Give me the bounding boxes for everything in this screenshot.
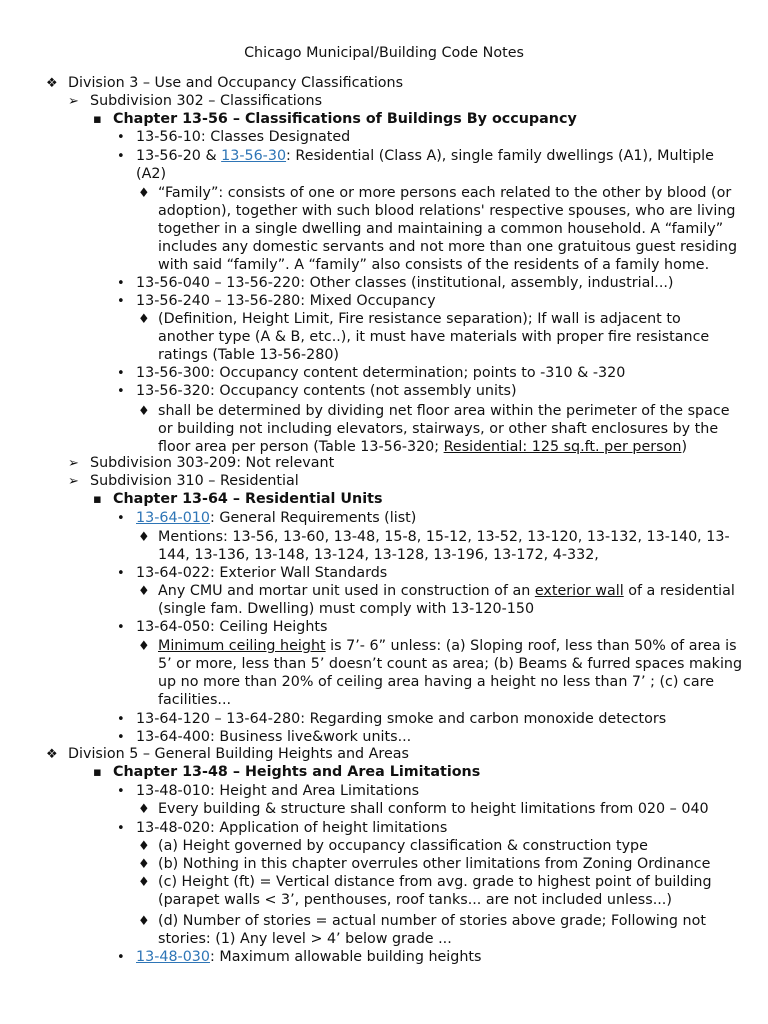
list-item: 13-56-240 – 13-56-280: Mixed Occupancy	[136, 293, 436, 309]
bullet-icon: ♦	[138, 857, 150, 872]
note-text: Every building & structure shall conform to height limitations from 020 – 040	[158, 801, 709, 817]
bullet-icon: ♦	[138, 584, 150, 599]
bullet-icon: ❖	[46, 747, 58, 762]
bullet-icon: ♦	[138, 839, 150, 854]
list-item: 13-64-010: General Requirements (list)	[136, 510, 417, 526]
bullet-icon: •	[117, 620, 125, 635]
bullet-icon: •	[117, 730, 125, 745]
bullet-icon: •	[117, 784, 125, 799]
note-text: or building not including elevators, stairways, or other shaft enclosures by the	[158, 421, 719, 437]
bullet-icon: •	[117, 950, 125, 965]
bullet-icon: •	[117, 511, 125, 526]
document-title: Chicago Municipal/Building Code Notes	[244, 45, 524, 61]
note-text: (c) Height (ft) = Vertical distance from avg. grade to highest point of building	[158, 874, 712, 890]
bullet-icon: ♦	[138, 914, 150, 929]
bullet-icon: ♦	[138, 802, 150, 817]
code-link-13-56-30[interactable]: 13-56-30	[221, 148, 287, 164]
note-text: ratings (Table 13-56-280)	[158, 347, 340, 363]
list-item: 13-56-320: Occupancy contents (not assembly units)	[136, 383, 517, 399]
note-text: stories: (1) Any level > 4’ below grade ...	[158, 931, 452, 947]
list-item: 13-56-300: Occupancy content determination; points to -310 & -320	[136, 365, 626, 381]
note-text: Minimum ceiling height is 7’- 6” unless: (a) Sloping roof, less than 50% of area is	[158, 638, 737, 654]
bullet-icon: •	[117, 712, 125, 727]
bullet-icon: ➢	[68, 456, 79, 471]
bullet-icon: ➢	[68, 474, 79, 489]
note-text: Mentions: 13-56, 13-60, 13-48, 15-8, 15-12, 13-52, 13-120, 13-132, 13-140, 13-	[158, 529, 730, 545]
bullet-icon: •	[117, 384, 125, 399]
note-text: shall be determined by dividing net floor area within the perimeter of the space	[158, 403, 730, 419]
note-text: facilities...	[158, 692, 232, 708]
list-item: 13-64-120 – 13-64-280: Regarding smoke and carbon monoxide detectors	[136, 711, 667, 727]
subdivision-heading: Subdivision 302 – Classifications	[90, 93, 323, 109]
note-text: (single fam. Dwelling) must comply with 13-120-150	[158, 601, 535, 617]
bullet-icon: •	[117, 366, 125, 381]
list-item: 13-56-20 & 13-56-30: Residential (Class A), single family dwellings (A1), Multiple	[136, 148, 714, 164]
definition-text: together in a single dwelling and maintaining a common household. A “family”	[158, 221, 724, 237]
underlined-text: Residential: 125 sq.ft. per person	[443, 439, 682, 455]
bullet-icon: ▪	[93, 112, 102, 127]
note-text: (d) Number of stories = actual number of stories above grade; Following not	[158, 913, 706, 929]
bullet-icon: ♦	[138, 404, 150, 419]
bullet-icon: ♦	[138, 639, 150, 654]
note-text: (Definition, Height Limit, Fire resistance separation); If wall is adjacent to	[158, 311, 681, 327]
bullet-icon: •	[117, 130, 125, 145]
bullet-icon: ♦	[138, 186, 150, 201]
bullet-icon: ♦	[138, 875, 150, 890]
note-text: 144, 13-136, 13-148, 13-124, 13-128, 13-196, 13-172, 4-332,	[158, 547, 599, 563]
note-text: another type (A & B, etc..), it must have materials with proper fire resistance	[158, 329, 710, 345]
note-text: (a) Height governed by occupancy classification & construction type	[158, 838, 648, 854]
list-item: 13-64-400: Business live&work units...	[136, 729, 412, 745]
note-text: (parapet walls < 3’, penthouses, roof tanks... are not included unless...)	[158, 892, 672, 908]
division-heading: Division 5 – General Building Heights and Areas	[68, 746, 409, 762]
definition-text: with said “family”. A “family” also consists of the residents of a family home.	[158, 257, 710, 273]
chapter-heading: Chapter 13-56 – Classifications of Buildings By occupancy	[113, 111, 577, 127]
note-text: 5’ or more, less than 5’ doesn’t count as area; (b) Beams & furred spaces making	[158, 656, 743, 672]
chapter-heading: Chapter 13-64 – Residential Units	[113, 491, 383, 507]
bullet-icon: ♦	[138, 312, 150, 327]
subdivision-heading: Subdivision 310 – Residential	[90, 473, 299, 489]
bullet-icon: •	[117, 566, 125, 581]
definition-text: adoption), together with such blood relations' respective spouses, who are living	[158, 203, 736, 219]
division-heading: Division 3 – Use and Occupancy Classifications	[68, 75, 404, 91]
list-item: 13-48-030: Maximum allowable building heights	[136, 949, 482, 965]
chapter-heading: Chapter 13-48 – Heights and Area Limitations	[113, 764, 481, 780]
note-text: up no more than 20% of ceiling area having a height no less than 7’ ; (c) care	[158, 674, 715, 690]
underlined-text: Minimum ceiling height	[158, 638, 326, 654]
list-item: 13-64-022: Exterior Wall Standards	[136, 565, 388, 581]
subdivision-heading: Subdivision 303-209: Not relevant	[90, 455, 335, 471]
note-text: floor area per person (Table 13-56-320; Residential: 125 sq.ft. per person)	[158, 439, 688, 455]
bullet-icon: ▪	[93, 765, 102, 780]
bullet-icon: •	[117, 276, 125, 291]
bullet-icon: ♦	[138, 530, 150, 545]
definition-text: “Family”: consists of one or more persons each related to the other by blood (or	[158, 185, 732, 201]
list-item-continued: (A2)	[136, 166, 167, 182]
code-link-13-64-010[interactable]: 13-64-010	[136, 510, 210, 526]
note-text: (b) Nothing in this chapter overrules other limitations from Zoning Ordinance	[158, 856, 711, 872]
list-item: 13-48-020: Application of height limitations	[136, 820, 448, 836]
bullet-icon: ➢	[68, 94, 79, 109]
bullet-icon: •	[117, 821, 125, 836]
list-item: 13-56-10: Classes Designated	[136, 129, 351, 145]
bullet-icon: •	[117, 294, 125, 309]
code-link-13-48-030[interactable]: 13-48-030	[136, 949, 210, 965]
list-item: 13-64-050: Ceiling Heights	[136, 619, 328, 635]
list-item: 13-56-040 – 13-56-220: Other classes (institutional, assembly, industrial...)	[136, 275, 674, 291]
bullet-icon: ▪	[93, 492, 102, 507]
bullet-icon: ❖	[46, 76, 58, 91]
bullet-icon: •	[117, 149, 125, 164]
note-text: Any CMU and mortar unit used in construction of an exterior wall of a residential	[158, 583, 735, 599]
underlined-text: exterior wall	[534, 583, 624, 599]
list-item: 13-48-010: Height and Area Limitations	[136, 783, 420, 799]
definition-text: includes any domestic servants and not more than one gratuitous guest residing	[158, 239, 738, 255]
